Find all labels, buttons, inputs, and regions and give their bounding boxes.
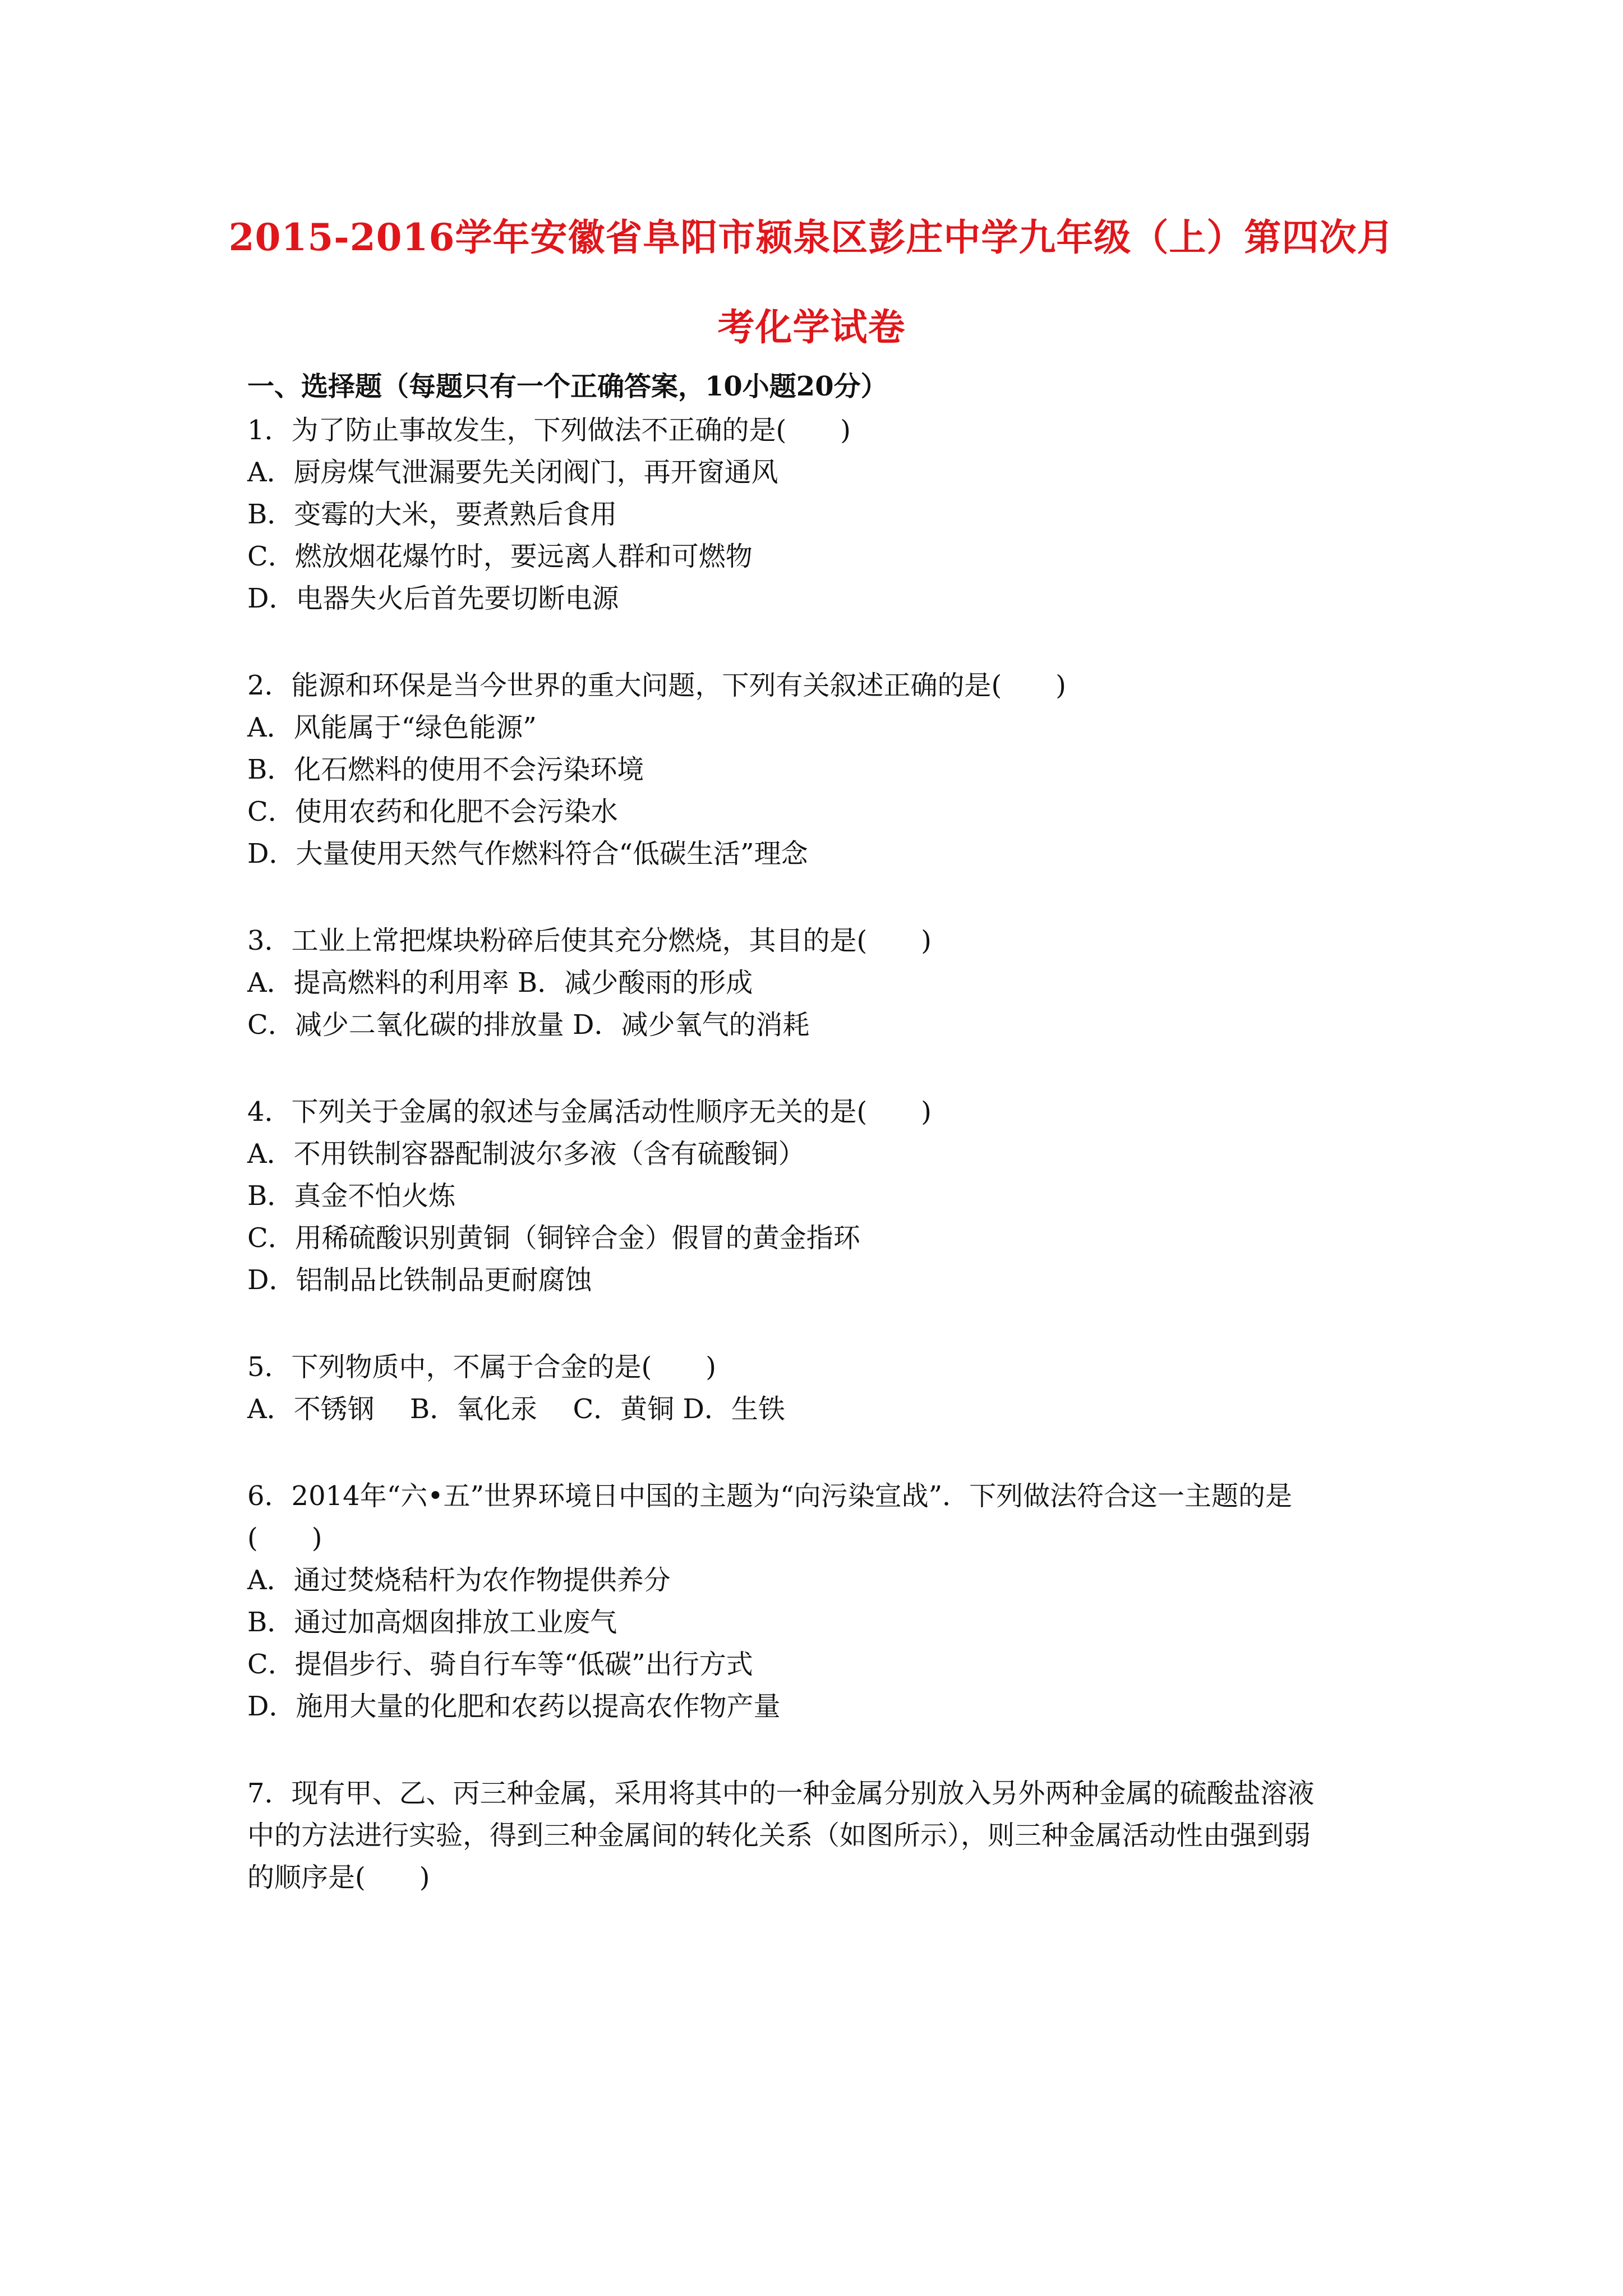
question-option: C．减少二氧化碳的排放量 D．减少氧气的消耗 bbox=[247, 1009, 810, 1041]
question-option: A．通过焚烧秸杆为农作物提供养分 bbox=[247, 1565, 671, 1596]
question-option: C．燃放烟花爆竹时，要远离人群和可燃物 bbox=[247, 541, 753, 572]
question-stem: 7．现有甲、乙、丙三种金属，采用将其中的一种金属分别放入另外两种金属的硫酸盐溶液 bbox=[247, 1778, 1315, 1809]
section-heading: 一、选择题（每题只有一个正确答案，10小题20分） bbox=[247, 371, 888, 402]
question-stem-continued: ( ) bbox=[247, 1522, 322, 1554]
question-option: D．施用大量的化肥和农药以提高农作物产量 bbox=[247, 1691, 781, 1722]
question-option: A．风能属于“绿色能源” bbox=[247, 712, 537, 743]
question-stem-continued: 的顺序是( ) bbox=[247, 1862, 430, 1893]
question-option: C．使用农药和化肥不会污染水 bbox=[247, 796, 618, 827]
question-option: D．电器失火后首先要切断电源 bbox=[247, 583, 619, 614]
question-option: C．提倡步行、骑自行车等“低碳”出行方式 bbox=[247, 1649, 753, 1680]
question-stem: 5．下列物质中，不属于合金的是( ) bbox=[247, 1351, 716, 1383]
question-stem: 1．为了防止事故发生，下列做法不正确的是( ) bbox=[247, 415, 851, 446]
question-option: D．大量使用天然气作燃料符合“低碳生活”理念 bbox=[247, 838, 808, 869]
question-stem: 2．能源和环保是当今世界的重大问题，下列有关叙述正确的是( ) bbox=[247, 670, 1066, 701]
question-option: A．不用铁制容器配制波尔多液（含有硫酸铜） bbox=[247, 1138, 805, 1170]
exam-title-line2: 考化学试卷 bbox=[717, 305, 906, 349]
exam-title-line1: 2015-2016学年安徽省阜阳市颍泉区彭庄中学九年级（上）第四次月 bbox=[228, 215, 1395, 259]
question-option: B．变霉的大米，要煮熟后食用 bbox=[247, 499, 617, 530]
question-stem: 6．2014年“六•五”世界环境日中国的主题为“向污染宣战”．下列做法符合这一主题的是 bbox=[247, 1480, 1293, 1512]
question-stem: 3．工业上常把煤块粉碎后使其充分燃烧，其目的是( ) bbox=[247, 925, 932, 956]
question-option: C．用稀硫酸识别黄铜（铜锌合金）假冒的黄金指环 bbox=[247, 1222, 860, 1254]
question-option: A．不锈钢 B．氧化汞 C．黄铜 D．生铁 bbox=[247, 1393, 785, 1425]
question-option: B．通过加高烟囱排放工业废气 bbox=[247, 1607, 617, 1638]
question-option: A．厨房煤气泄漏要先关闭阀门，再开窗通风 bbox=[247, 457, 778, 488]
question-option: B．化石燃料的使用不会污染环境 bbox=[247, 754, 644, 785]
question-stem-continued: 中的方法进行实验，得到三种金属间的转化关系（如图所示），则三种金属活动性由强到弱 bbox=[247, 1820, 1311, 1851]
question-stem: 4．下列关于金属的叙述与金属活动性顺序无关的是( ) bbox=[247, 1096, 932, 1128]
question-option: B．真金不怕火炼 bbox=[247, 1180, 456, 1212]
question-option: A．提高燃料的利用率 B．减少酸雨的形成 bbox=[247, 967, 753, 999]
question-option: D．铝制品比铁制品更耐腐蚀 bbox=[247, 1264, 592, 1296]
